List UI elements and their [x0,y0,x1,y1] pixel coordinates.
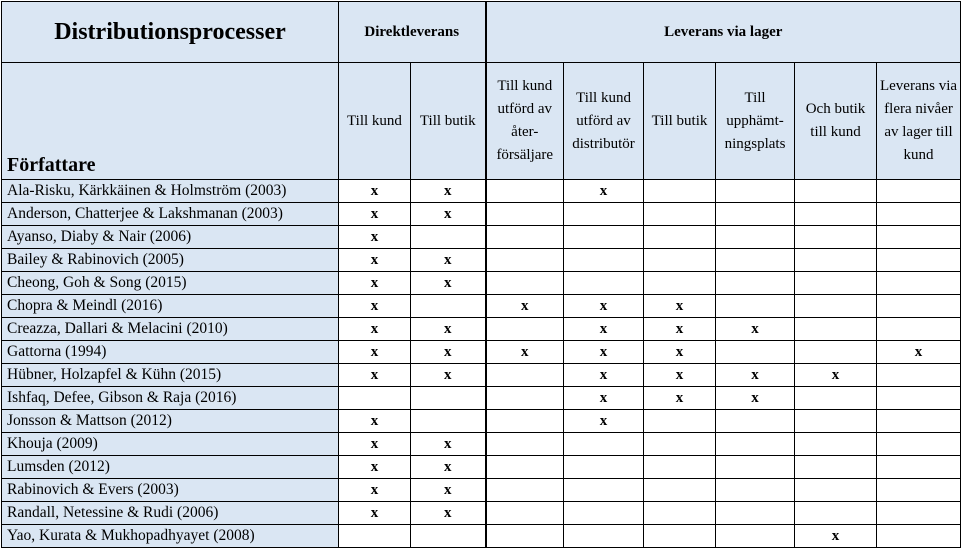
mark-cell [486,433,564,456]
mark-cell [564,272,644,295]
mark-cell [486,364,564,387]
mark-cell [486,226,564,249]
author-cell: Bailey & Rabinovich (2005) [2,249,339,272]
mark-cell: x [486,295,564,318]
mark-cell [339,387,411,410]
mark-cell [877,502,961,525]
table-row [2,433,961,456]
mark-cell [795,272,877,295]
column-header: Och butik till kund [795,63,877,180]
mark-cell [877,295,961,318]
mark-cell: x [564,318,644,341]
distribution-table [1,1,961,548]
mark-cell: x [339,502,411,525]
mark-cell [716,479,795,502]
mark-cell: x [411,364,486,387]
mark-cell [795,249,877,272]
mark-cell: x [564,341,644,364]
mark-cell [877,456,961,479]
mark-cell [795,479,877,502]
mark-cell: x [564,180,644,203]
mark-cell [877,479,961,502]
table-row [2,364,961,387]
mark-cell [795,433,877,456]
mark-cell: x [644,295,716,318]
mark-cell [486,479,564,502]
mark-cell [486,180,564,203]
mark-cell [644,525,716,548]
table-row [2,456,961,479]
mark-cell [564,249,644,272]
mark-cell [486,502,564,525]
mark-cell: x [564,295,644,318]
author-cell: Gattorna (1994) [2,341,339,364]
table-row [2,295,961,318]
author-cell: Anderson, Chatterjee & Lakshmanan (2003) [2,203,339,226]
column-header: Till butik [644,63,716,180]
column-header: Till kund utförd av åter- försäljare [486,63,564,180]
mark-cell: x [339,456,411,479]
mark-cell [716,226,795,249]
mark-cell [795,180,877,203]
mark-cell [564,203,644,226]
mark-cell: x [564,364,644,387]
mark-cell [486,318,564,341]
mark-cell [877,249,961,272]
author-cell: Ayanso, Diaby & Nair (2006) [2,226,339,249]
mark-cell: x [411,502,486,525]
table-row [2,387,961,410]
mark-cell [716,341,795,364]
author-cell: Creazza, Dallari & Melacini (2010) [2,318,339,341]
mark-cell [486,203,564,226]
mark-cell [564,525,644,548]
mark-cell [486,272,564,295]
mark-cell: x [339,249,411,272]
mark-cell: x [411,203,486,226]
author-cell: Cheong, Goh & Song (2015) [2,272,339,295]
mark-cell [877,433,961,456]
mark-cell: x [644,364,716,387]
mark-cell [795,456,877,479]
mark-cell [411,226,486,249]
mark-cell: x [339,433,411,456]
mark-cell [795,502,877,525]
mark-cell [877,387,961,410]
mark-cell: x [339,180,411,203]
mark-cell [644,456,716,479]
mark-cell: x [411,249,486,272]
mark-cell [877,203,961,226]
mark-cell [564,502,644,525]
table-row [2,272,961,295]
mark-cell: x [716,387,795,410]
mark-cell: x [411,180,486,203]
author-cell: Rabinovich & Evers (2003) [2,479,339,502]
mark-cell [486,410,564,433]
mark-cell [339,525,411,548]
author-cell: Lumsden (2012) [2,456,339,479]
table-row [2,180,961,203]
mark-cell [644,249,716,272]
mark-cell [716,433,795,456]
mark-cell [564,226,644,249]
mark-cell [795,387,877,410]
column-header: Till upphämt- ningsplats [716,63,795,180]
mark-cell: x [339,410,411,433]
mark-cell: x [411,341,486,364]
mark-cell [486,456,564,479]
mark-cell [795,410,877,433]
column-header: Leverans via flera nivåer av lager till kund [877,63,961,180]
mark-cell [877,525,961,548]
mark-cell [644,226,716,249]
author-cell: Hübner, Holzapfel & Kühn (2015) [2,364,339,387]
mark-cell [644,502,716,525]
mark-cell [564,479,644,502]
mark-cell: x [795,364,877,387]
mark-cell: x [564,410,644,433]
mark-cell [716,295,795,318]
mark-cell [877,364,961,387]
mark-cell: x [411,456,486,479]
mark-cell: x [486,341,564,364]
mark-cell [644,433,716,456]
mark-cell [795,295,877,318]
mark-cell: x [644,318,716,341]
author-cell: Jonsson & Mattson (2012) [2,410,339,433]
mark-cell [716,203,795,226]
table-row [2,502,961,525]
mark-cell [411,410,486,433]
table-title: Distributionsprocesser [2,2,339,63]
mark-cell [716,249,795,272]
mark-cell [486,525,564,548]
author-cell: Yao, Kurata & Mukhopadhyayet (2008) [2,525,339,548]
mark-cell: x [339,479,411,502]
mark-cell [795,203,877,226]
mark-cell [644,180,716,203]
mark-cell [716,502,795,525]
mark-cell [644,410,716,433]
mark-cell: x [411,479,486,502]
author-cell: Ishfaq, Defee, Gibson & Raja (2016) [2,387,339,410]
mark-cell: x [339,272,411,295]
table-row [2,525,961,548]
author-cell: Chopra & Meindl (2016) [2,295,339,318]
mark-cell: x [339,226,411,249]
mark-cell [795,226,877,249]
mark-cell [877,226,961,249]
mark-cell: x [644,341,716,364]
author-cell: Ala-Risku, Kärkkäinen & Holmström (2003) [2,180,339,203]
mark-cell [795,318,877,341]
mark-cell [644,272,716,295]
table-row [2,341,961,364]
mark-cell [411,387,486,410]
mark-cell: x [716,318,795,341]
column-header: Till butik [411,63,486,180]
mark-cell [877,318,961,341]
mark-cell [716,456,795,479]
mark-cell [644,479,716,502]
table-row [2,318,961,341]
mark-cell [716,410,795,433]
column-header: Till kund utförd av distributör [564,63,644,180]
mark-cell: x [411,433,486,456]
mark-cell [564,456,644,479]
mark-cell: x [411,272,486,295]
table-row [2,479,961,502]
mark-cell [877,272,961,295]
table-row [2,203,961,226]
table-row [2,249,961,272]
mark-cell: x [339,318,411,341]
author-column-header: Författare [2,63,339,180]
mark-cell: x [644,387,716,410]
author-cell: Khouja (2009) [2,433,339,456]
mark-cell: x [877,341,961,364]
mark-cell: x [411,318,486,341]
table-row [2,410,961,433]
mark-cell [877,410,961,433]
column-header: Till kund [339,63,411,180]
mark-cell [411,525,486,548]
mark-cell [564,433,644,456]
mark-cell: x [564,387,644,410]
mark-cell [716,525,795,548]
group-direct-delivery: Direktleverans [339,2,486,63]
mark-cell: x [716,364,795,387]
mark-cell: x [339,203,411,226]
mark-cell [486,249,564,272]
table-row [2,226,961,249]
mark-cell [486,387,564,410]
mark-cell [795,341,877,364]
mark-cell: x [339,341,411,364]
mark-cell [716,180,795,203]
mark-cell [877,180,961,203]
mark-cell [716,272,795,295]
mark-cell: x [795,525,877,548]
group-warehouse-delivery: Leverans via lager [486,2,961,63]
mark-cell [411,295,486,318]
mark-cell: x [339,295,411,318]
mark-cell: x [339,364,411,387]
mark-cell [644,203,716,226]
author-cell: Randall, Netessine & Rudi (2006) [2,502,339,525]
